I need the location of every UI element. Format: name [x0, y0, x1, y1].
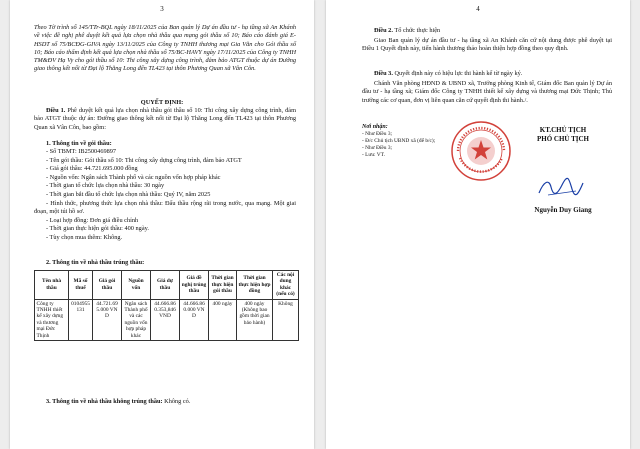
section-2-title: 2. Thông tin về nhà thầu trúng thầu:	[46, 259, 145, 266]
table-cell: 44.666.860.000 VND	[180, 299, 209, 340]
signature-icon	[536, 175, 586, 201]
article-3-body: Chánh Văn phòng HĐND & UBND xã, Trưởng phòng Kinh tế, Giám đốc Ban quản lý Dự án đầu tư - hạ tầng xã; Giám đốc Công ty TNHH thiết kế xây dựng và thương mại Đức Thịnh; Thủ trưởng các cơ quan, đơn vị liên quan căn cứ quyết định thi hành./.	[362, 80, 612, 104]
signer-name: Nguyễn Duy Giang	[534, 206, 592, 214]
list-item: - Lưu: VT.	[362, 152, 385, 158]
table-cell: 0104955131	[69, 299, 93, 340]
table-row	[35, 299, 299, 340]
list-item: - Nguồn vốn: Ngân sách Thành phố và các nguồn vốn hợp pháp khác	[46, 173, 221, 181]
article-1	[34, 107, 296, 132]
page-number: 4	[476, 5, 480, 13]
table-cell: 400 ngày (Không bao gồm thời gian bảo hành)	[237, 299, 273, 340]
table-cell: 44.666.860.353,846 VND	[151, 299, 180, 340]
list-item: - Thời gian bắt đầu tổ chức lựa chọn nhà thầu: Quý IV, năm 2025	[46, 190, 211, 198]
article-3-text: Quyết định này có hiệu lực thi hành kể từ ngày ký.	[394, 70, 523, 77]
list-item: - Thời gian thực hiện gói thầu: 400 ngày.	[46, 225, 149, 233]
list-item: - Thời gian tổ chức lựa chọn nhà thầu: 30 ngày	[46, 182, 165, 190]
list-item: - Tùy chọn mua thêm: Không.	[46, 233, 123, 241]
list-item: - Như Điều 3;	[362, 131, 393, 137]
column-header: Nguồn vốn	[122, 271, 151, 300]
article-2	[374, 27, 440, 35]
intro-paragraph: Theo Tờ trình số 145/TTr-BQL ngày 18/11/2025 của Ban quản lý Dự án đầu tư - hạ tầng xã An Khánh về việc đề nghị phê duyệt kết quả lựa chọn nhà thầu qua mạng gói thầu số 10; Báo cáo đánh giá E-HSDT số 75/BCĐG-GIVA ngày 13/11/2025 của Công ty TNHH thương mại Gia Văn cho Gói thầu số 10; Báo cáo thẩm định kết quả lựa chọn nhà thầu số 75/BC-HAVY ngày 17/11/2025 của Công ty TNHH TM&ĐV Hạ Vy cho gói thầu số 10: Thi công xây dựng công trình, đảm bảo ATGT thuộc dự án Đường giao thông kết nối từ Đại lộ Thăng Long đến TL423 tại thôn Phương Quan xã Vân Côn.	[34, 24, 296, 73]
section-3-title: 3. Thông tin về nhà thầu không trúng thầu:	[46, 398, 163, 405]
package-info-list	[34, 148, 296, 243]
section-3-value: Không có.	[164, 398, 191, 405]
column-header: Tên nhà thầu	[35, 271, 69, 300]
article-1-label: Điều 1.	[46, 107, 66, 114]
decision-heading: QUYẾT ĐỊNH:	[140, 99, 184, 106]
recipients-block	[362, 124, 435, 159]
list-item: - Tên gói thầu: Gói thầu số 10: Thi công xây dựng công trình, đảm bảo ATGT	[46, 156, 242, 164]
table-cell: Công ty TNHH thiết kế xây dựng và thương mại Đức Thịnh	[35, 299, 69, 340]
section-3	[46, 398, 190, 406]
column-header: Giá dự thầu	[151, 271, 180, 300]
article-2-text: Tổ chức thực hiện	[394, 27, 441, 34]
list-item: - Hình thức, phương thức lựa chọn nhà thầu: Đấu thầu rộng rãi trong nước, qua mạng. Một giai đoạn, một túi hồ sơ.	[34, 199, 296, 216]
sign-title-2: PHÓ CHỦ TỊCH	[537, 135, 589, 143]
page-3	[10, 0, 314, 449]
section-1-title: 1. Thông tin về gói thầu:	[46, 140, 112, 147]
list-item: - Giá gói thầu: 44.721.695.000 đồng	[46, 165, 138, 173]
column-header: Thời gian thực hiện hợp đồng	[237, 271, 273, 300]
recipients-title: Nơi nhận:	[362, 124, 388, 130]
table-cell: Ngân sách Thành phố và các nguồn vốn hợp pháp khác	[122, 299, 151, 340]
list-item: - Đ/c Chủ tịch UBND xã (để b/c);	[362, 138, 436, 144]
article-2-label: Điều 2.	[374, 27, 393, 34]
page-number: 3	[160, 5, 164, 13]
list-item: - Số TBMT: IB2500469897	[46, 148, 117, 155]
column-header: Thời gian thực hiện gói thầu	[209, 271, 237, 300]
article-3	[374, 70, 522, 78]
winning-bidder-table	[34, 270, 299, 341]
sign-title-1: KT.CHỦ TỊCH	[539, 126, 587, 134]
column-header: Giá đề nghị trúng thầu	[180, 271, 209, 300]
article-3-label: Điều 3.	[374, 70, 393, 77]
page-4	[326, 0, 630, 449]
column-header: Các nội dung khác (nếu có)	[273, 271, 299, 300]
signature-titles	[518, 126, 608, 144]
article-1-text: Phê duyệt kết quả lựa chọn nhà thầu gói thầu số 10: Thi công xây dựng công trình, đảm bảo ATGT thuộc dự án: Đường giao thông kết nối từ Đại lộ Thăng Long đến TL423 tại thôn Phương Quan xã Vân Côn, bao gồm:	[34, 107, 296, 131]
official-seal-icon	[450, 120, 512, 182]
list-item: - Như Điều 3;	[362, 145, 393, 151]
table-cell: Không	[273, 299, 299, 340]
column-header: Mã số thuế	[69, 271, 93, 300]
column-header: Giá gói thầu	[93, 271, 122, 300]
table-header-row	[35, 271, 299, 300]
table-cell: 44.721.695.000 VND	[93, 299, 122, 340]
table-cell: 400 ngày	[209, 299, 237, 340]
article-2-body: Giao Ban quản lý dự án đầu tư - hạ tầng xã An Khánh căn cứ nội dung được phê duyệt tại Điều 1 Quyết định này, tiến hành thương thảo hoàn thiện hợp đồng theo quy định.	[362, 37, 612, 53]
list-item: - Loại hợp đồng: Đơn giá điều chỉnh	[46, 216, 139, 224]
